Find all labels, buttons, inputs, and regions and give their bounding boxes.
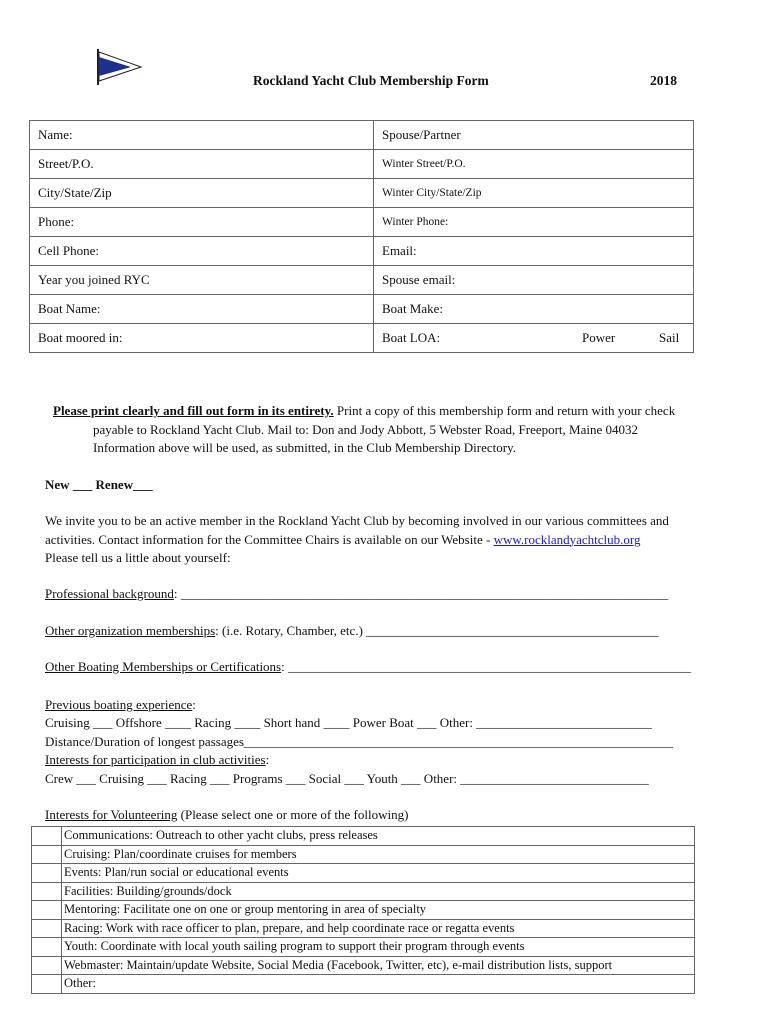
table-row	[32, 919, 695, 938]
street-field[interactable]: Street/P.O.	[30, 150, 374, 179]
professional-label: Professional background	[45, 586, 174, 601]
volunteering-label: Interests for Volunteering	[45, 807, 178, 822]
volunteer-item: Youth: Coordinate with local youth sailing program to support their program through events	[62, 938, 695, 957]
volunteer-checkbox[interactable]	[32, 956, 62, 975]
invite-paragraph	[45, 512, 735, 568]
professional-blank: : ___________________________________________________________________________	[173, 586, 669, 601]
volunteer-checkbox[interactable]	[32, 938, 62, 957]
table-row	[32, 827, 695, 846]
table-row	[30, 295, 694, 324]
volunteer-item: Racing: Work with race officer to plan, prepare, and help coordinate race or regatta events	[62, 919, 695, 938]
volunteer-item: Cruising: Plan/coordinate cruises for members	[62, 845, 695, 864]
interests-label: Interests for participation in club activities	[45, 752, 266, 767]
sail-option[interactable]: Sail	[659, 330, 680, 345]
instructions-bold: Please print clearly and fill out form in its entirety.	[53, 403, 334, 418]
volunteer-item: Other:	[62, 975, 695, 994]
volunteer-checkbox[interactable]	[32, 901, 62, 920]
volunteer-item: Facilities: Building/grounds/dock	[62, 882, 695, 901]
instructions-line3: Information above will be used, as submitted, in the Club Membership Directory.	[93, 440, 517, 455]
previous-experience-options[interactable]: Cruising ___ Offshore ____ Racing ____ Short hand ____ Power Boat ___ Other: ___________________________	[45, 715, 652, 730]
table-row	[30, 237, 694, 266]
table-row	[30, 324, 694, 353]
longest-passage-field[interactable]: Distance/Duration of longest passages__________________________________________________________________	[45, 734, 673, 749]
instructions	[53, 402, 723, 458]
city-state-zip-field[interactable]: City/State/Zip	[30, 179, 374, 208]
volunteer-checkbox[interactable]	[32, 864, 62, 883]
table-row	[32, 975, 695, 994]
org-label: Other organization memberships	[45, 623, 216, 638]
volunteer-item: Communications: Outreach to other yacht clubs, press releases	[62, 827, 695, 846]
name-field[interactable]: Name:	[30, 121, 374, 150]
volunteer-item: Mentoring: Facilitate one on one or group mentoring in area of specialty	[62, 901, 695, 920]
table-row	[30, 121, 694, 150]
volunteer-item: Webmaster: Maintain/update Website, Social Media (Facebook, Twitter, etc), e-mail distribution lists, support	[62, 956, 695, 975]
spouse-partner-field[interactable]: Spouse/Partner	[374, 121, 694, 150]
table-row	[32, 956, 695, 975]
volunteering-heading	[45, 807, 408, 823]
boating-memberships-field[interactable]	[45, 659, 691, 675]
boating-blank: : ______________________________________________________________	[281, 659, 691, 674]
previous-experience-heading	[45, 697, 196, 713]
burgee-flag-icon	[95, 47, 145, 87]
email-field[interactable]: Email:	[374, 237, 694, 266]
prev-label: Previous boating experience	[45, 697, 193, 712]
table-row	[32, 938, 695, 957]
spouse-email-field[interactable]: Spouse email:	[374, 266, 694, 295]
interests-heading	[45, 752, 269, 768]
new-renew-field[interactable]: New ___ Renew___	[45, 477, 153, 492]
table-row	[30, 179, 694, 208]
table-row	[32, 901, 695, 920]
org-memberships-field[interactable]	[45, 623, 659, 639]
volunteering-table	[31, 826, 695, 994]
cell-phone-field[interactable]: Cell Phone:	[30, 237, 374, 266]
website-link[interactable]: www.rocklandyachtclub.org	[493, 531, 641, 547]
table-row	[32, 864, 695, 883]
power-option[interactable]: Power	[582, 330, 616, 345]
table-row	[32, 882, 695, 901]
table-row	[30, 266, 694, 295]
member-info-table	[29, 120, 694, 353]
boat-loa-label: Boat LOA:	[382, 330, 441, 345]
interests-colon: :	[265, 752, 270, 767]
volunteer-checkbox[interactable]	[32, 827, 62, 846]
boating-label: Other Boating Memberships or Certifications	[45, 659, 282, 674]
form-title: Rockland Yacht Club Membership Form	[253, 73, 489, 88]
winter-phone-field[interactable]: Winter Phone:	[374, 208, 694, 237]
volunteer-item: Events: Plan/run social or educational events	[62, 864, 695, 883]
year-joined-field[interactable]: Year you joined RYC	[30, 266, 374, 295]
volunteering-note: (Please select one or more of the following)	[177, 807, 409, 822]
volunteer-checkbox[interactable]	[32, 882, 62, 901]
invite-line2: activities. Contact information for the Committee Chairs is available on our Website -	[45, 531, 494, 547]
volunteer-checkbox[interactable]	[32, 975, 62, 994]
form-year: 2018	[650, 73, 677, 88]
invite-line1: We invite you to be an active member in the Rockland Yacht Club by becoming involved in our various committees and	[45, 513, 669, 528]
table-row	[30, 150, 694, 179]
prev-colon: :	[192, 697, 196, 712]
boat-name-field[interactable]: Boat Name:	[30, 295, 374, 324]
boat-loa-field[interactable]	[374, 324, 694, 353]
boat-moored-field[interactable]: Boat moored in:	[30, 324, 374, 353]
professional-background-field[interactable]	[45, 586, 668, 602]
winter-street-field[interactable]: Winter Street/P.O.	[374, 150, 694, 179]
phone-field[interactable]: Phone:	[30, 208, 374, 237]
instructions-line2: payable to Rockland Yacht Club. Mail to: Don and Jody Abbott, 5 Webster Road, Freeport, Maine 04032	[93, 421, 639, 437]
interests-options[interactable]: Crew ___ Cruising ___ Racing ___ Programs ___ Social ___ Youth ___ Other: _____________________________	[45, 771, 649, 786]
volunteer-checkbox[interactable]	[32, 919, 62, 938]
org-blank: : (i.e. Rotary, Chamber, etc.) _____________________________________________	[215, 623, 659, 638]
invite-line3: Please tell us a little about yourself:	[45, 550, 231, 565]
winter-city-state-zip-field[interactable]: Winter City/State/Zip	[374, 179, 694, 208]
boat-make-field[interactable]: Boat Make:	[374, 295, 694, 324]
table-row	[32, 845, 695, 864]
table-row	[30, 208, 694, 237]
instructions-line1: Print a copy of this membership form and return with your check	[333, 403, 676, 418]
volunteer-checkbox[interactable]	[32, 845, 62, 864]
